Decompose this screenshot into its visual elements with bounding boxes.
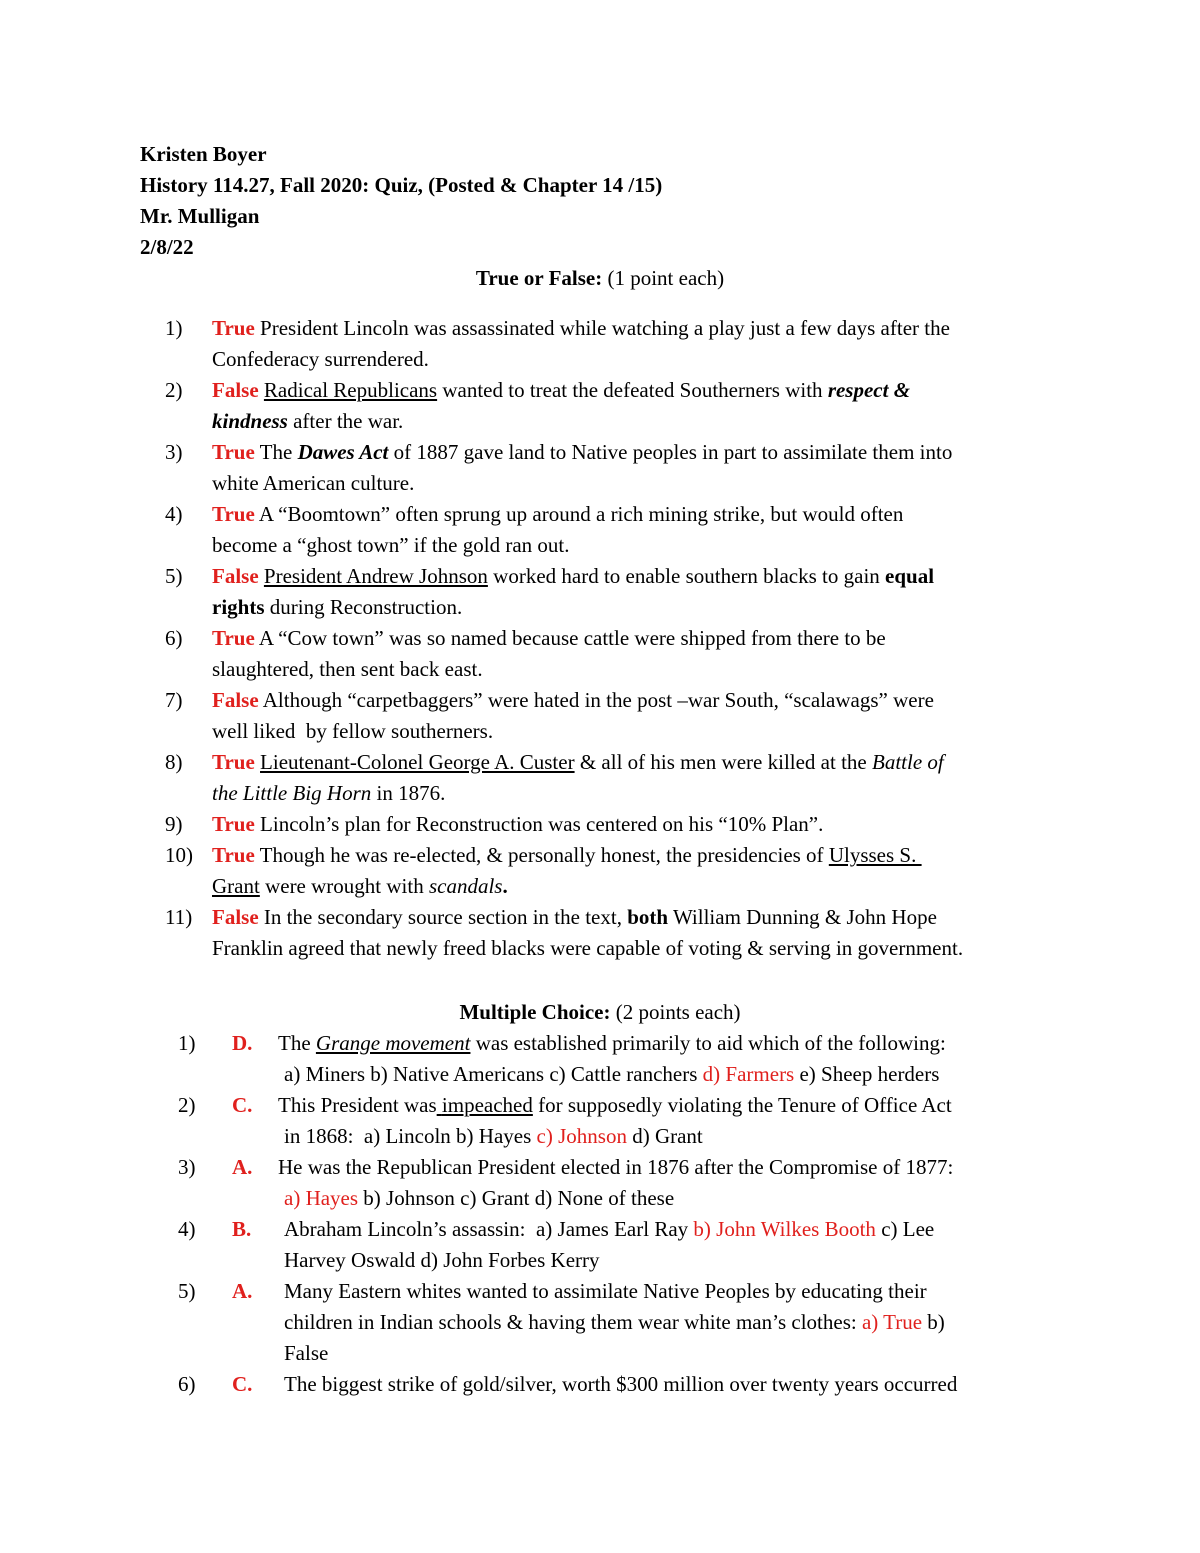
- question-line-2: [212, 874, 508, 899]
- question-text: Though he was re-elected, & personally honest, the presidencies of: [259, 843, 824, 867]
- question-number: 7): [165, 688, 183, 712]
- answer-label: False: [212, 378, 259, 402]
- question-number: 11): [165, 905, 193, 929]
- question-number: 8): [165, 750, 183, 774]
- question-text: Although “carpetbaggers” were hated in the post –war South, “scalawags” were: [262, 688, 934, 712]
- teacher-name: Mr. Mulligan: [140, 204, 260, 228]
- answer-options: Harvey Oswald d) John Forbes Kerry: [284, 1248, 600, 1272]
- question-number: 10): [165, 843, 193, 867]
- question-text: for supposedly violating the Tenure of Office Act: [538, 1093, 952, 1117]
- question-number: 6): [165, 626, 183, 650]
- emphasis-term: Dawes Act: [297, 440, 389, 464]
- question-text: wanted to treat the defeated Southerners with: [442, 378, 823, 402]
- course-title: History 114.27, Fall 2020: Quiz, (Posted & Chapter 14 /15): [140, 173, 663, 197]
- emphasis-term: respect &: [827, 378, 911, 402]
- question-text: This President was: [278, 1093, 437, 1117]
- question-number: 2): [178, 1093, 196, 1117]
- question-number: 6): [178, 1372, 196, 1396]
- emphasis-term: equal: [885, 564, 935, 588]
- question-text: after the war.: [293, 409, 404, 433]
- question-line-1: [212, 440, 952, 465]
- underlined-term: Grange movement: [315, 1031, 471, 1055]
- question-text: children in Indian schools & having them wear white man’s clothes:: [284, 1310, 857, 1334]
- answer-label: True: [212, 843, 255, 867]
- question-text: A “Boomtown” often sprung up around a rich mining strike, but would often: [258, 502, 904, 526]
- question-text: .: [502, 874, 508, 898]
- answer-label: D.: [232, 1031, 253, 1055]
- question-text: In the secondary source section in the text,: [263, 905, 622, 929]
- question-line-2: [212, 409, 403, 434]
- option-text: c) Lee: [881, 1217, 935, 1241]
- question-line-1: [212, 812, 823, 837]
- answer-label: A.: [232, 1155, 253, 1179]
- underlined-term: Grant: [212, 874, 260, 898]
- question-line-1: Many Eastern whites wanted to assimilate Native Peoples by educating their: [284, 1279, 927, 1303]
- answer-label: True: [212, 316, 255, 340]
- answer-label: False: [212, 688, 259, 712]
- option-text: b) Johnson c) Grant d) None of these: [363, 1186, 675, 1210]
- question-line-1: He was the Republican President elected in 1876 after the Compromise of 1877:: [278, 1155, 954, 1179]
- question-line-2: slaughtered, then sent back east.: [212, 657, 483, 681]
- correct-option: c) Johnson: [536, 1124, 627, 1148]
- option-text: e) Sheep herders: [799, 1062, 940, 1086]
- answer-options: False: [284, 1341, 329, 1365]
- question-number: 3): [165, 440, 183, 464]
- question-line-2: Confederacy surrendered.: [212, 347, 429, 371]
- underlined-term: Ulysses S.: [828, 843, 922, 867]
- answer-label: B.: [232, 1217, 252, 1241]
- answer-options: [284, 1124, 703, 1149]
- answer-label: True: [212, 750, 255, 774]
- question-text: Abraham Lincoln’s assassin: a) James Earl Ray: [284, 1217, 689, 1241]
- question-line-1: [284, 1217, 934, 1242]
- answer-label: C.: [232, 1093, 253, 1117]
- question-line-1: [212, 626, 886, 651]
- correct-option: b) John Wilkes Booth: [693, 1217, 876, 1241]
- underlined-term: Radical Republicans: [263, 378, 438, 402]
- question-line-1: [212, 378, 910, 403]
- underlined-term: Lieutenant-Colonel George A. Custer: [260, 750, 575, 774]
- question-number: 1): [165, 316, 183, 340]
- quiz-date: 2/8/22: [140, 235, 194, 259]
- question-line-1: [212, 316, 950, 341]
- question-number: 5): [178, 1279, 196, 1303]
- option-text: a) Miners b) Native Americans c) Cattle ranchers: [284, 1062, 698, 1086]
- question-number: 1): [178, 1031, 196, 1055]
- question-number: 9): [165, 812, 183, 836]
- question-text: during Reconstruction.: [269, 595, 463, 619]
- answer-label: C.: [232, 1372, 253, 1396]
- question-line-2: become a “ghost town” if the gold ran out.: [212, 533, 570, 557]
- answer-label: True: [212, 812, 255, 836]
- question-text: & all of his men were killed at the: [579, 750, 867, 774]
- multiple-choice-points: (2 points each): [610, 1000, 741, 1024]
- question-line-1: [212, 688, 934, 713]
- correct-option: a) Hayes: [284, 1186, 359, 1210]
- multiple-choice-heading: [0, 1000, 1200, 1025]
- answer-label: False: [212, 905, 259, 929]
- emphasis-term: Battle of: [872, 750, 944, 774]
- emphasis-term: scandals: [428, 874, 503, 898]
- student-name: Kristen Boyer: [140, 142, 267, 166]
- emphasis-term: both: [627, 905, 669, 929]
- question-number: 4): [165, 502, 183, 526]
- emphasis-term: the Little Big Horn: [212, 781, 372, 805]
- question-line-1: [212, 905, 937, 930]
- question-number: 5): [165, 564, 183, 588]
- question-line-1: The biggest strike of gold/silver, worth $300 million over twenty years occurred: [284, 1372, 958, 1396]
- question-text: worked hard to enable southern blacks to gain: [493, 564, 880, 588]
- emphasis-term: kindness: [212, 409, 288, 433]
- question-line-1: [212, 564, 934, 589]
- true-false-heading: [0, 266, 1200, 291]
- question-line-2: Franklin agreed that newly freed blacks were capable of voting & serving in government.: [212, 936, 964, 960]
- question-line-2: well liked by fellow southerners.: [212, 719, 494, 743]
- answer-label: True: [212, 626, 255, 650]
- question-text: of 1887 gave land to Native peoples in part to assimilate them into: [393, 440, 953, 464]
- multiple-choice-title: Multiple Choice:: [459, 1000, 611, 1024]
- underlined-term: impeached: [441, 1093, 533, 1117]
- answer-label: A.: [232, 1279, 253, 1303]
- correct-option: a) True: [861, 1310, 923, 1334]
- option-text: in 1868: a) Lincoln b) Hayes: [284, 1124, 532, 1148]
- true-false-points: (1 point each): [602, 266, 725, 290]
- question-text: were wrought with: [265, 874, 424, 898]
- question-number: 2): [165, 378, 183, 402]
- question-text: A “Cow town” was so named because cattle were shipped from there to be: [258, 626, 886, 650]
- true-false-title: True or False:: [475, 266, 603, 290]
- option-text: b): [927, 1310, 945, 1334]
- answer-options: [284, 1186, 674, 1211]
- question-text: was established primarily to aid which of the following:: [475, 1031, 946, 1055]
- question-line-1: [278, 1031, 946, 1056]
- question-line-1: [212, 843, 922, 868]
- answer-label: True: [212, 502, 255, 526]
- correct-option: d) Farmers: [702, 1062, 795, 1086]
- question-text: Lincoln’s plan for Reconstruction was centered on his “10% Plan”.: [260, 812, 824, 836]
- answer-options: [284, 1062, 939, 1087]
- answer-label: True: [212, 440, 255, 464]
- question-line-2: white American culture.: [212, 471, 415, 495]
- question-text: President Lincoln was assassinated while watching a play just a few days after the: [260, 316, 950, 340]
- question-line-1: [212, 502, 903, 527]
- answer-label: False: [212, 564, 259, 588]
- option-text: d) Grant: [632, 1124, 703, 1148]
- question-line-2: [284, 1310, 945, 1335]
- question-line-2: [212, 595, 462, 620]
- question-text: The: [278, 1031, 311, 1055]
- question-line-1: [212, 750, 944, 775]
- question-text: The: [259, 440, 293, 464]
- underlined-term: President Andrew Johnson: [263, 564, 488, 588]
- emphasis-term: rights: [212, 595, 265, 619]
- question-line-2: [212, 781, 445, 806]
- question-text: William Dunning & John Hope: [672, 905, 937, 929]
- question-number: 4): [178, 1217, 196, 1241]
- question-number: 3): [178, 1155, 196, 1179]
- question-text: in 1876.: [376, 781, 446, 805]
- question-line-1: [278, 1093, 952, 1118]
